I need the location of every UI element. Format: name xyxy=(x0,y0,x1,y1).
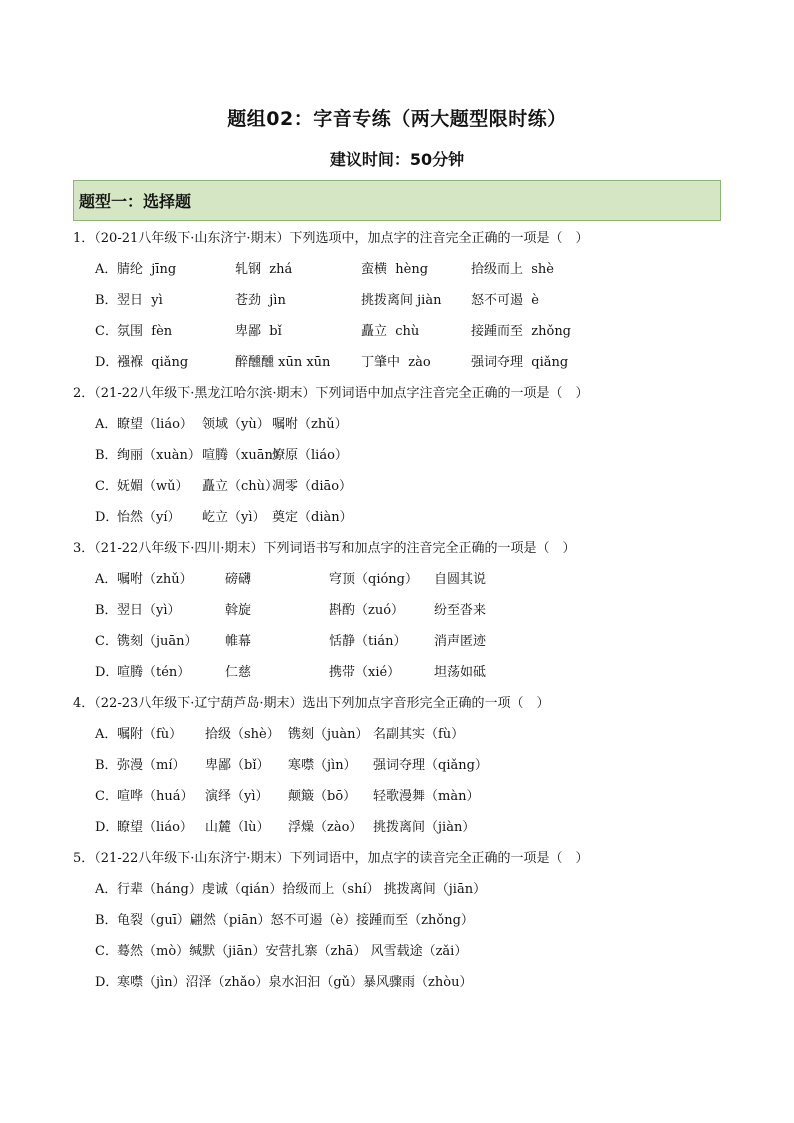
option-item: 帷幕 xyxy=(225,634,252,649)
option-letter: C． xyxy=(95,324,118,339)
option-item: 氛围 fèn xyxy=(117,324,173,339)
option-item: 恬静（tián） xyxy=(329,634,407,649)
option-letter: D． xyxy=(95,665,119,680)
question-option xyxy=(73,288,733,319)
option-item: 轧钢 zhá xyxy=(235,262,293,277)
option-item: 弥漫（mí） xyxy=(117,758,186,773)
option-items xyxy=(117,722,464,753)
question-stem: 3．（21-22八年级下·四川·期末）下列词语书写和加点字的注音完全正确的一项是（ ） xyxy=(73,541,576,556)
option-letter: B． xyxy=(95,758,118,773)
option-item: 领域（yù） xyxy=(202,417,270,432)
option-item: 腈纶 jīng xyxy=(117,262,177,277)
question-stem: 4．（22-23八年级下·辽宁葫芦岛·期末）选出下列加点字音形完全正确的一项（ ） xyxy=(73,696,550,711)
option-item: 斟酌（zuó） xyxy=(329,603,405,618)
option-item: 挑拨离间 jiàn xyxy=(361,293,442,308)
question-option xyxy=(73,412,733,443)
question-option xyxy=(73,505,733,536)
option-item: 卑鄙 bǐ xyxy=(235,324,282,339)
option-item: 强词夺理 qiǎng xyxy=(471,355,569,370)
option-item: 嘱附（fù） xyxy=(117,727,183,742)
option-items xyxy=(117,784,479,815)
option-letter: C． xyxy=(95,634,118,649)
option-item: 矗立 chù xyxy=(361,324,420,339)
question-option xyxy=(73,257,733,288)
question-option xyxy=(73,350,733,381)
option-letter: C． xyxy=(95,789,118,804)
option-item: 斡旋 xyxy=(225,603,252,618)
option-item: 颠簸（bō） xyxy=(288,789,357,804)
option-items xyxy=(117,660,486,691)
option-item: 蛮横 hèng xyxy=(361,262,429,277)
option-letter: C． xyxy=(95,944,118,959)
option-item: 拾级而上 shè xyxy=(471,262,555,277)
option-item: 丁肇中 zào xyxy=(361,355,431,370)
option-item: 苍劲 jìn xyxy=(235,293,286,308)
option-item: 浮燥（zào） xyxy=(288,820,363,835)
option-item: 醉醺醺 xūn xūn xyxy=(235,355,331,370)
option-item: 镌刻（juān） xyxy=(117,634,198,649)
question-option xyxy=(73,629,733,660)
option-item: 瞭望（liáo） xyxy=(117,417,193,432)
option-items xyxy=(117,970,472,1001)
option-item: 名副其实（fù） xyxy=(373,727,465,742)
question-option xyxy=(73,443,733,474)
option-item: 怡然（yí） xyxy=(117,510,181,525)
option-letter: C． xyxy=(95,479,118,494)
question-option xyxy=(73,319,733,350)
option-item: 妩媚（wǔ） xyxy=(117,479,189,494)
option-item: 燎原（liáo） xyxy=(272,448,348,463)
option-items xyxy=(117,567,486,598)
option-item: 自圆其说 xyxy=(434,572,487,587)
question-option xyxy=(73,660,733,691)
option-item: 喧腾（tén） xyxy=(117,665,191,680)
option-items xyxy=(117,753,488,784)
option-item: 喧腾（xuān） xyxy=(202,448,286,463)
option-item: 龟裂（guī）翩然（piān）怒不可遏（è）接踵而至（zhǒng） xyxy=(117,913,474,928)
option-items xyxy=(117,443,348,474)
option-item: 奠定（diàn） xyxy=(272,510,353,525)
option-item: 翌日 yì xyxy=(117,293,163,308)
question-stem: 2．（21-22八年级下·黑龙江哈尔滨·期末）下列词语中加点字注音完全正确的一项是（ ） xyxy=(73,386,589,401)
option-letter: A． xyxy=(95,727,118,742)
question-option xyxy=(73,567,733,598)
option-item: 嘱咐（zhǔ） xyxy=(117,572,193,587)
option-item: 瞭望（liáo） xyxy=(117,820,193,835)
option-item: 绚丽（xuàn） xyxy=(117,448,201,463)
option-item: 喧哗（huá） xyxy=(117,789,194,804)
option-items xyxy=(117,288,539,319)
question-option xyxy=(73,784,733,815)
question-option xyxy=(73,474,733,505)
option-item: 镌刻（juàn） xyxy=(288,727,369,742)
question-option xyxy=(73,939,733,970)
option-item: 怒不可遏 è xyxy=(471,293,539,308)
option-letter: D． xyxy=(95,355,119,370)
option-item: 蓦然（mò）缄默（jiān）安营扎寨（zhā） 风雪载途（zǎi） xyxy=(117,944,468,959)
page-title: 题组02：字音专练（两大题型限时练） xyxy=(227,108,567,130)
option-letter: D． xyxy=(95,975,119,990)
option-letter: A． xyxy=(95,262,118,277)
option-item: 轻歌漫舞（màn） xyxy=(373,789,480,804)
option-item: 接踵而至 zhǒng xyxy=(471,324,572,339)
option-item: 拾级（shè） xyxy=(205,727,280,742)
option-letter: A． xyxy=(95,572,118,587)
option-items xyxy=(117,908,474,939)
section-header xyxy=(73,180,721,221)
option-item: 行辈（háng）虔诚（qián）拾级而上（shí） 挑拨离间（jiān） xyxy=(117,882,487,897)
option-item: 演绎（yì） xyxy=(205,789,269,804)
option-item: 强词夺理（qiǎng） xyxy=(373,758,488,773)
question-stem: 5．（21-22八年级下·山东济宁·期末）下列词语中，加点字的读音完全正确的一项是（ ） xyxy=(73,851,589,866)
option-items xyxy=(117,350,568,381)
option-items xyxy=(117,629,486,660)
option-item: 嘱咐（zhǔ） xyxy=(272,417,348,432)
option-letter: B． xyxy=(95,448,118,463)
option-item: 消声匿迹 xyxy=(434,634,487,649)
option-item: 坦荡如砥 xyxy=(434,665,487,680)
option-letter: B． xyxy=(95,603,118,618)
option-item: 磅礴 xyxy=(225,572,252,587)
option-letter: D． xyxy=(95,510,119,525)
question-option xyxy=(73,877,733,908)
option-item: 襁褓 qiǎng xyxy=(117,355,189,370)
option-item: 携带（xié） xyxy=(329,665,401,680)
question-option xyxy=(73,598,733,629)
option-items xyxy=(117,939,467,970)
option-item: 纷至沓来 xyxy=(434,603,487,618)
question-option xyxy=(73,908,733,939)
question-option xyxy=(73,815,733,846)
option-items xyxy=(117,505,353,536)
option-items xyxy=(117,877,486,908)
option-items xyxy=(117,412,348,443)
option-item: 屹立（yì） xyxy=(202,510,266,525)
option-item: 卑鄙（bǐ） xyxy=(205,758,270,773)
option-item: 寒噤（jìn）沼泽（zhǎo）泉水汩汩（gǔ）暴风骤雨（zhòu） xyxy=(117,975,473,990)
option-letter: D． xyxy=(95,820,119,835)
question-option xyxy=(73,970,733,1001)
option-item: 山麓（lù） xyxy=(205,820,270,835)
question-stem: 1．（20-21八年级下·山东济宁·期末）下列选项中，加点字的注音完全正确的一项是（ ） xyxy=(73,231,589,246)
option-item: 翌日（yì） xyxy=(117,603,181,618)
option-items xyxy=(117,319,571,350)
option-items xyxy=(117,474,352,505)
option-item: 穹顶（qióng） xyxy=(329,572,419,587)
page-subtitle: 建议时间：50分钟 xyxy=(329,150,465,169)
option-items xyxy=(117,815,475,846)
option-item: 仁慈 xyxy=(225,665,252,680)
question-option xyxy=(73,753,733,784)
option-letter: B． xyxy=(95,913,118,928)
option-letter: B． xyxy=(95,293,118,308)
option-item: 矗立（chù） xyxy=(202,479,279,494)
option-items xyxy=(117,598,486,629)
section-title: 题型一：选择题 xyxy=(79,192,192,211)
question-option xyxy=(73,722,733,753)
option-items xyxy=(117,257,554,288)
option-item: 挑拨离间（jiàn） xyxy=(373,820,476,835)
option-letter: A． xyxy=(95,882,118,897)
option-item: 凋零（diāo） xyxy=(272,479,353,494)
option-letter: A． xyxy=(95,417,118,432)
option-item: 寒噤（jìn） xyxy=(288,758,357,773)
question-list xyxy=(73,226,733,1001)
